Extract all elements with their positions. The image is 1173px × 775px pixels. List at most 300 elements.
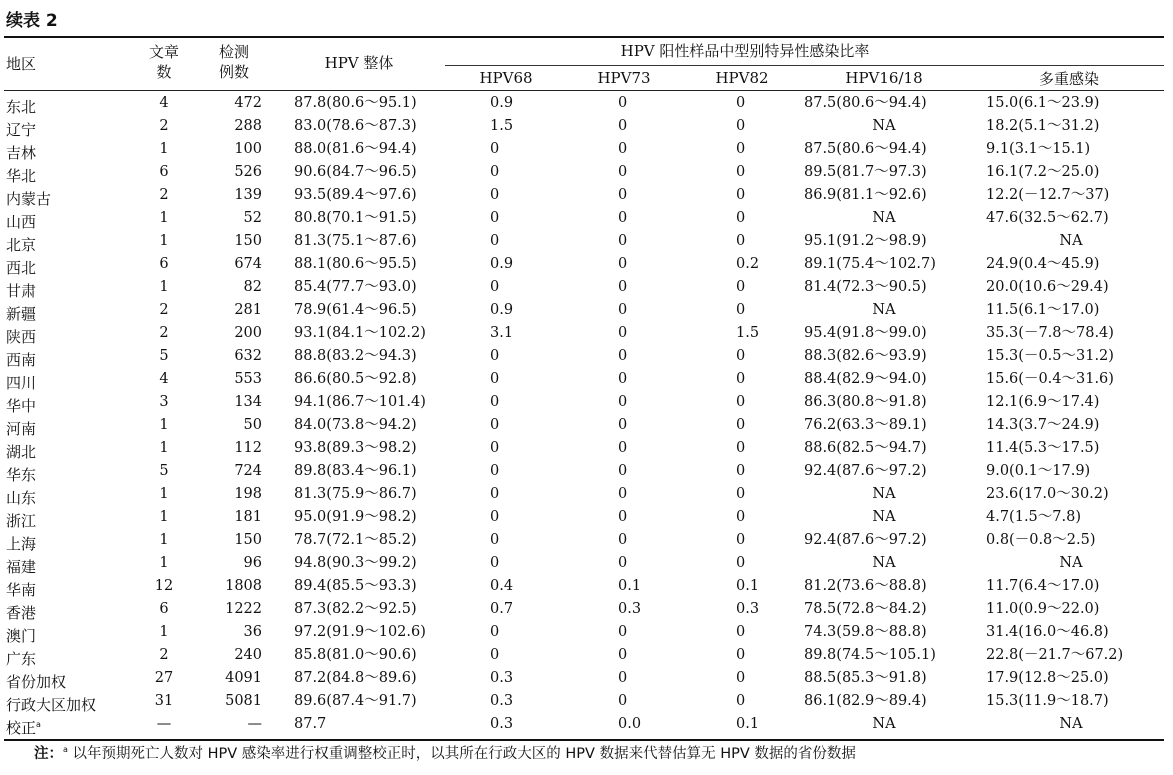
cell-hpv-overall: 93.5(89.4～97.6) [294,187,417,203]
cell-multiple-infection: 22.8(－21.7～67.2) [986,647,1124,663]
cell-hpv82: 0 [736,532,746,548]
cell-hpv16-18: 86.9(81.1～92.6) [804,187,927,203]
cell-multiple-infection: 11.7(6.4～17.0) [986,578,1100,594]
cell-samples: 112 [234,440,262,456]
cell-articles: 1 [159,440,169,456]
cell-articles: 6 [159,256,169,272]
cell-articles: 1 [159,279,169,295]
cell-region: 湖北 [6,443,37,461]
cell-samples: 200 [234,325,262,341]
cell-hpv82: 0 [736,95,746,111]
cell-region: 陕西 [6,328,37,346]
cell-articles: 1 [159,486,169,502]
cell-region: 省份加权 [6,673,67,691]
cell-hpv82: 0 [736,463,746,479]
cell-hpv73: 0 [618,118,628,134]
cell-hpv68: 0 [490,348,500,364]
top-rule [4,36,1164,38]
cell-hpv-overall: 87.8(80.6～95.1) [294,95,417,111]
cell-hpv82: 0 [736,486,746,502]
cell-hpv-overall: 78.9(61.4～96.5) [294,302,417,318]
cell-samples: 674 [234,256,262,272]
cell-samples: 281 [234,302,262,318]
cell-hpv82: 0 [736,394,746,410]
cell-hpv16-18: NA [872,555,896,571]
cell-hpv82: 0 [736,509,746,525]
cell-hpv68: 0 [490,624,500,640]
cell-articles: 1 [159,509,169,525]
cell-region: 山西 [6,213,37,231]
cell-articles: 1 [159,417,169,433]
cell-hpv73: 0 [618,624,628,640]
cell-hpv68: 0 [490,486,500,502]
cell-hpv82: 0 [736,371,746,387]
cell-multiple-infection: 14.3(3.7～24.9) [986,417,1100,433]
cell-hpv68: 0.3 [490,716,514,732]
cell-hpv82: 0 [736,440,746,456]
cell-hpv82: 0.3 [736,601,760,617]
cell-hpv68: 0.9 [490,256,514,272]
table-note [34,742,856,763]
cell-hpv68: 0 [490,440,500,456]
table-row [4,713,1164,736]
table-row [4,276,1164,299]
cell-hpv82: 0 [736,417,746,433]
cell-multiple-infection: 23.6(17.0～30.2) [986,486,1109,502]
cell-region: 山东 [6,489,37,507]
cell-hpv73: 0 [618,693,628,709]
table-caption: 续表 2 [6,11,58,31]
cell-articles: 27 [154,670,174,686]
cell-hpv68: 1.5 [490,118,514,134]
table-row [4,437,1164,460]
cell-hpv73: 0 [618,555,628,571]
cell-multiple-infection: 12.1(6.9～17.4) [986,394,1100,410]
cell-samples: 82 [243,279,262,295]
header-hpv73: HPV73 [597,69,651,87]
cell-hpv-overall: 85.8(81.0～90.6) [294,647,417,663]
cell-hpv-overall: 85.4(77.7～93.0) [294,279,417,295]
cell-hpv73: 0 [618,279,628,295]
cell-region: 西北 [6,259,37,277]
cell-hpv73: 0.1 [618,578,642,594]
note-superscript: a [63,745,68,755]
cell-hpv68: 0 [490,164,500,180]
cell-region: 华南 [6,581,37,599]
header-rule [4,90,1164,91]
cell-hpv82: 0 [736,624,746,640]
cell-multiple-infection: 18.2(5.1～31.2) [986,118,1100,134]
header-articles-line1: 文章 [148,43,179,61]
cell-samples: 632 [234,348,262,364]
cell-articles: 1 [159,141,169,157]
header-hpv82: HPV82 [715,69,769,87]
cell-hpv82: 0 [736,647,746,663]
cell-multiple-infection: 17.9(12.8～25.0) [986,670,1109,686]
header-hpv16-18: HPV16/18 [845,69,923,87]
cell-hpv68: 0.9 [490,302,514,318]
cell-hpv16-18: NA [872,716,896,732]
cell-hpv82: 0 [736,348,746,364]
cell-multiple-infection: 15.6(－0.4～31.6) [986,371,1114,387]
cell-hpv-overall: 94.1(86.7～101.4) [294,394,426,410]
cell-articles: 2 [159,302,169,318]
cell-multiple-infection: 4.7(1.5～7.8) [986,509,1081,525]
cell-samples: 198 [234,486,262,502]
cell-hpv16-18: NA [872,210,896,226]
cell-hpv16-18: NA [872,509,896,525]
cell-hpv-overall: 88.8(83.2～94.3) [294,348,417,364]
cell-hpv68: 0 [490,371,500,387]
cell-hpv-overall: 78.7(72.1～85.2) [294,532,417,548]
cell-hpv82: 0 [736,164,746,180]
cell-hpv-overall: 90.6(84.7～96.5) [294,164,417,180]
cell-samples: 553 [234,371,262,387]
cell-hpv73: 0 [618,670,628,686]
header-samples-line2: 例数 [218,63,249,81]
table-row [4,253,1164,276]
cell-hpv73: 0 [618,348,628,364]
cell-hpv16-18: 89.1(75.4～102.7) [804,256,936,272]
cell-hpv68: 0 [490,417,500,433]
cell-hpv68: 0.9 [490,95,514,111]
cell-multiple-infection: 35.3(－7.8～78.4) [986,325,1114,341]
cell-hpv82: 0.1 [736,716,760,732]
cell-hpv68: 0 [490,210,500,226]
cell-hpv73: 0 [618,164,628,180]
cell-hpv82: 0 [736,555,746,571]
cell-hpv82: 0 [736,279,746,295]
cell-region: 内蒙古 [6,190,52,208]
table-row [4,483,1164,506]
cell-hpv-overall: 93.1(84.1～102.2) [294,325,426,341]
table-row [4,621,1164,644]
cell-hpv68: 0 [490,141,500,157]
cell-region: 福建 [6,558,37,576]
cell-region: 浙江 [6,512,37,530]
cell-samples: 150 [234,233,262,249]
table-row [4,529,1164,552]
cell-articles: 5 [159,463,169,479]
cell-region: 香港 [6,604,37,622]
table-row [4,460,1164,483]
cell-hpv73: 0 [618,440,628,456]
cell-samples: 100 [234,141,262,157]
cell-samples: 724 [234,463,262,479]
cell-hpv-overall: 97.2(91.9～102.6) [294,624,426,640]
cell-multiple-infection: 9.0(0.1～17.9) [986,463,1091,479]
cell-hpv73: 0 [618,509,628,525]
cell-hpv-overall: 81.3(75.9～86.7) [294,486,417,502]
cell-hpv16-18: 92.4(87.6～97.2) [804,463,927,479]
cell-multiple-infection: 24.9(0.4～45.9) [986,256,1100,272]
cell-region: 东北 [6,98,37,116]
cell-hpv-overall: 87.2(84.8～89.6) [294,670,417,686]
cell-hpv-overall: 87.7 [294,716,327,732]
cell-hpv16-18: 89.8(74.5～105.1) [804,647,936,663]
cell-samples: 5081 [225,693,262,709]
table-row [4,667,1164,690]
cell-samples: 526 [234,164,262,180]
header-samples [204,42,264,82]
cell-samples: 240 [234,647,262,663]
cell-articles: 1 [159,233,169,249]
cell-hpv73: 0 [618,95,628,111]
table-row [4,598,1164,621]
cell-hpv16-18: 95.1(91.2～98.9) [804,233,927,249]
cell-multiple-infection: 15.3(－0.5～31.2) [986,348,1114,364]
cell-hpv73: 0 [618,647,628,663]
cell-hpv73: 0 [618,325,628,341]
header-articles-line2: 数 [156,63,172,81]
cell-hpv68: 0.4 [490,578,514,594]
cell-hpv-overall: 88.0(81.6～94.4) [294,141,417,157]
cell-hpv-overall: 84.0(73.8～94.2) [294,417,417,433]
cell-hpv68: 0 [490,532,500,548]
header-region: 地区 [6,55,37,73]
cell-region: 校正$^a$ [6,719,41,737]
table-row [4,115,1164,138]
cell-samples: 1808 [225,578,262,594]
table-row [4,92,1164,115]
cell-hpv16-18: 86.3(80.8～91.8) [804,394,927,410]
cell-hpv73: 0 [618,394,628,410]
cell-samples: 96 [243,555,262,571]
table-body [4,92,1164,736]
cell-hpv-overall: 89.8(83.4～96.1) [294,463,417,479]
cell-articles: 2 [159,325,169,341]
cell-samples: 4091 [225,670,262,686]
cell-hpv16-18: 81.4(72.3～90.5) [804,279,927,295]
cell-hpv68: 0 [490,394,500,410]
cell-articles: 4 [159,371,169,387]
cell-hpv73: 0 [618,141,628,157]
cell-articles: 2 [159,118,169,134]
header-group: HPV 阳性样品中型别特异性感染比率 [620,42,870,60]
cell-samples: 50 [243,417,262,433]
cell-region: 河南 [6,420,37,438]
table-row [4,552,1164,575]
cell-hpv82: 0.1 [736,578,760,594]
cell-hpv16-18: NA [872,486,896,502]
table-row [4,414,1164,437]
cell-hpv73: 0 [618,187,628,203]
note-label: 注： [34,746,63,762]
cell-articles: 2 [159,647,169,663]
cell-hpv82: 0 [736,693,746,709]
cell-samples: 36 [243,624,262,640]
cell-hpv68: 0.7 [490,601,514,617]
cell-hpv16-18: NA [872,302,896,318]
cell-hpv68: 0.3 [490,693,514,709]
cell-hpv16-18: 89.5(81.7～97.3) [804,164,927,180]
cell-hpv73: 0 [618,532,628,548]
cell-articles: 6 [159,164,169,180]
cell-hpv16-18: 88.5(85.3～91.8) [804,670,927,686]
cell-hpv16-18: 95.4(91.8～99.0) [804,325,927,341]
cell-region: 甘肃 [6,282,37,300]
cell-hpv73: 0.3 [618,601,642,617]
cell-region: 华中 [6,397,37,415]
cell-region: 华北 [6,167,37,185]
cell-region: 吉林 [6,144,37,162]
cell-articles: 2 [159,187,169,203]
cell-samples: 472 [234,95,262,111]
cell-hpv-overall: 95.0(91.9～98.2) [294,509,417,525]
cell-hpv-overall: 83.0(78.6～87.3) [294,118,417,134]
cell-region: 广东 [6,650,37,668]
cell-region: 行政大区加权 [6,696,97,714]
cell-articles: 4 [159,95,169,111]
table-row [4,207,1164,230]
cell-samples: — [247,716,262,732]
cell-multiple-infection: 20.0(10.6～29.4) [986,279,1109,295]
cell-hpv-overall: 87.3(82.2～92.5) [294,601,417,617]
cell-hpv68: 0 [490,233,500,249]
cell-articles: — [156,716,172,732]
cell-samples: 288 [234,118,262,134]
table-row [4,391,1164,414]
cell-region: 北京 [6,236,37,254]
cell-samples: 134 [234,394,262,410]
cell-hpv-overall: 86.6(80.5～92.8) [294,371,417,387]
header-samples-line1: 检测 [218,43,249,61]
cell-hpv82: 0 [736,233,746,249]
cell-articles: 1 [159,532,169,548]
cell-hpv82: 0 [736,670,746,686]
cell-hpv82: 1.5 [736,325,760,341]
cell-hpv16-18: 74.3(59.8～88.8) [804,624,927,640]
cell-articles: 31 [154,693,174,709]
cell-samples: 181 [234,509,262,525]
cell-samples: 1222 [225,601,262,617]
cell-hpv73: 0.0 [618,716,642,732]
cell-multiple-infection: 15.3(11.9～18.7) [986,693,1109,709]
cell-hpv73: 0 [618,486,628,502]
cell-articles: 5 [159,348,169,364]
cell-multiple-infection: 9.1(3.1～15.1) [986,141,1091,157]
table-row [4,138,1164,161]
cell-hpv16-18: 88.6(82.5～94.7) [804,440,927,456]
cell-hpv82: 0.2 [736,256,760,272]
cell-hpv16-18: 88.3(82.6～93.9) [804,348,927,364]
cell-hpv68: 0 [490,647,500,663]
table-row [4,690,1164,713]
table-row [4,161,1164,184]
cell-hpv73: 0 [618,233,628,249]
cell-multiple-infection: 16.1(7.2～25.0) [986,164,1100,180]
header-articles [144,42,184,82]
note-text: 以年预期死亡人数对 HPV 感染率进行权重调整校正时，以其所在行政大区的 HPV 数据来代替估算无 HPV 数据的省份数据 [67,746,856,762]
cell-samples: 150 [234,532,262,548]
cell-hpv16-18: 76.2(63.3～89.1) [804,417,927,433]
cell-hpv-overall: 89.4(85.5～93.3) [294,578,417,594]
table-row [4,345,1164,368]
cell-hpv-overall: 89.6(87.4～91.7) [294,693,417,709]
cell-hpv82: 0 [736,141,746,157]
cell-samples: 139 [234,187,262,203]
cell-hpv16-18: 86.1(82.9～89.4) [804,693,927,709]
cell-multiple-infection: NA [1059,233,1083,249]
table-row [4,506,1164,529]
cell-hpv68: 0 [490,187,500,203]
cell-articles: 1 [159,624,169,640]
cell-hpv82: 0 [736,118,746,134]
cell-region: 新疆 [6,305,37,323]
cell-multiple-infection: 47.6(32.5～62.7) [986,210,1109,226]
table-row [4,644,1164,667]
table-row [4,368,1164,391]
cell-hpv82: 0 [736,210,746,226]
cell-hpv68: 3.1 [490,325,514,341]
cell-hpv73: 0 [618,463,628,479]
cell-hpv16-18: 87.5(80.6～94.4) [804,95,927,111]
cell-hpv-overall: 93.8(89.3～98.2) [294,440,417,456]
header-overall: HPV 整体 [324,54,394,72]
cell-multiple-infection: 11.4(5.3～17.5) [986,440,1100,456]
cell-articles: 6 [159,601,169,617]
table-row [4,322,1164,345]
table-row [4,575,1164,598]
cell-hpv68: 0.3 [490,670,514,686]
cell-hpv-overall: 80.8(70.1～91.5) [294,210,417,226]
cell-hpv68: 0 [490,555,500,571]
cell-hpv82: 0 [736,302,746,318]
cell-region: 华东 [6,466,37,484]
cell-hpv16-18: NA [872,118,896,134]
cell-hpv-overall: 88.1(80.6～95.5) [294,256,417,272]
cell-multiple-infection: 11.0(0.9～22.0) [986,601,1100,617]
cell-region: 辽宁 [6,121,37,139]
table-row [4,299,1164,322]
cell-hpv82: 0 [736,187,746,203]
cell-hpv73: 0 [618,417,628,433]
cell-region: 澳门 [6,627,37,645]
cell-articles: 1 [159,210,169,226]
cell-region: 西南 [6,351,37,369]
cell-hpv68: 0 [490,463,500,479]
cell-samples: 52 [243,210,262,226]
cell-region: 上海 [6,535,37,553]
cell-hpv73: 0 [618,256,628,272]
cell-hpv-overall: 94.8(90.3～99.2) [294,555,417,571]
header-hpv68: HPV68 [479,69,533,87]
cell-multiple-infection: 0.8(－0.8～2.5) [986,532,1096,548]
cell-articles: 12 [154,578,174,594]
cell-hpv16-18: 81.2(73.6～88.8) [804,578,927,594]
cell-region: 四川 [6,374,37,392]
cell-hpv73: 0 [618,371,628,387]
cell-hpv16-18: 88.4(82.9～94.0) [804,371,927,387]
cell-multiple-infection: NA [1059,716,1083,732]
table-row [4,230,1164,253]
cell-hpv16-18: 78.5(72.8～84.2) [804,601,927,617]
cell-multiple-infection: 12.2(－12.7～37) [986,187,1110,203]
cell-hpv-overall: 81.3(75.1～87.6) [294,233,417,249]
subheader-rule [445,65,1164,66]
cell-hpv73: 0 [618,302,628,318]
cell-multiple-infection: 15.0(6.1～23.9) [986,95,1100,111]
cell-articles: 3 [159,394,169,410]
cell-hpv16-18: 92.4(87.6～97.2) [804,532,927,548]
bottom-rule [4,739,1164,741]
cell-hpv68: 0 [490,509,500,525]
cell-multiple-infection: 31.4(16.0～46.8) [986,624,1109,640]
header-multiple-infection: 多重感染 [1038,70,1099,88]
cell-hpv68: 0 [490,279,500,295]
cell-hpv73: 0 [618,210,628,226]
table-row [4,184,1164,207]
